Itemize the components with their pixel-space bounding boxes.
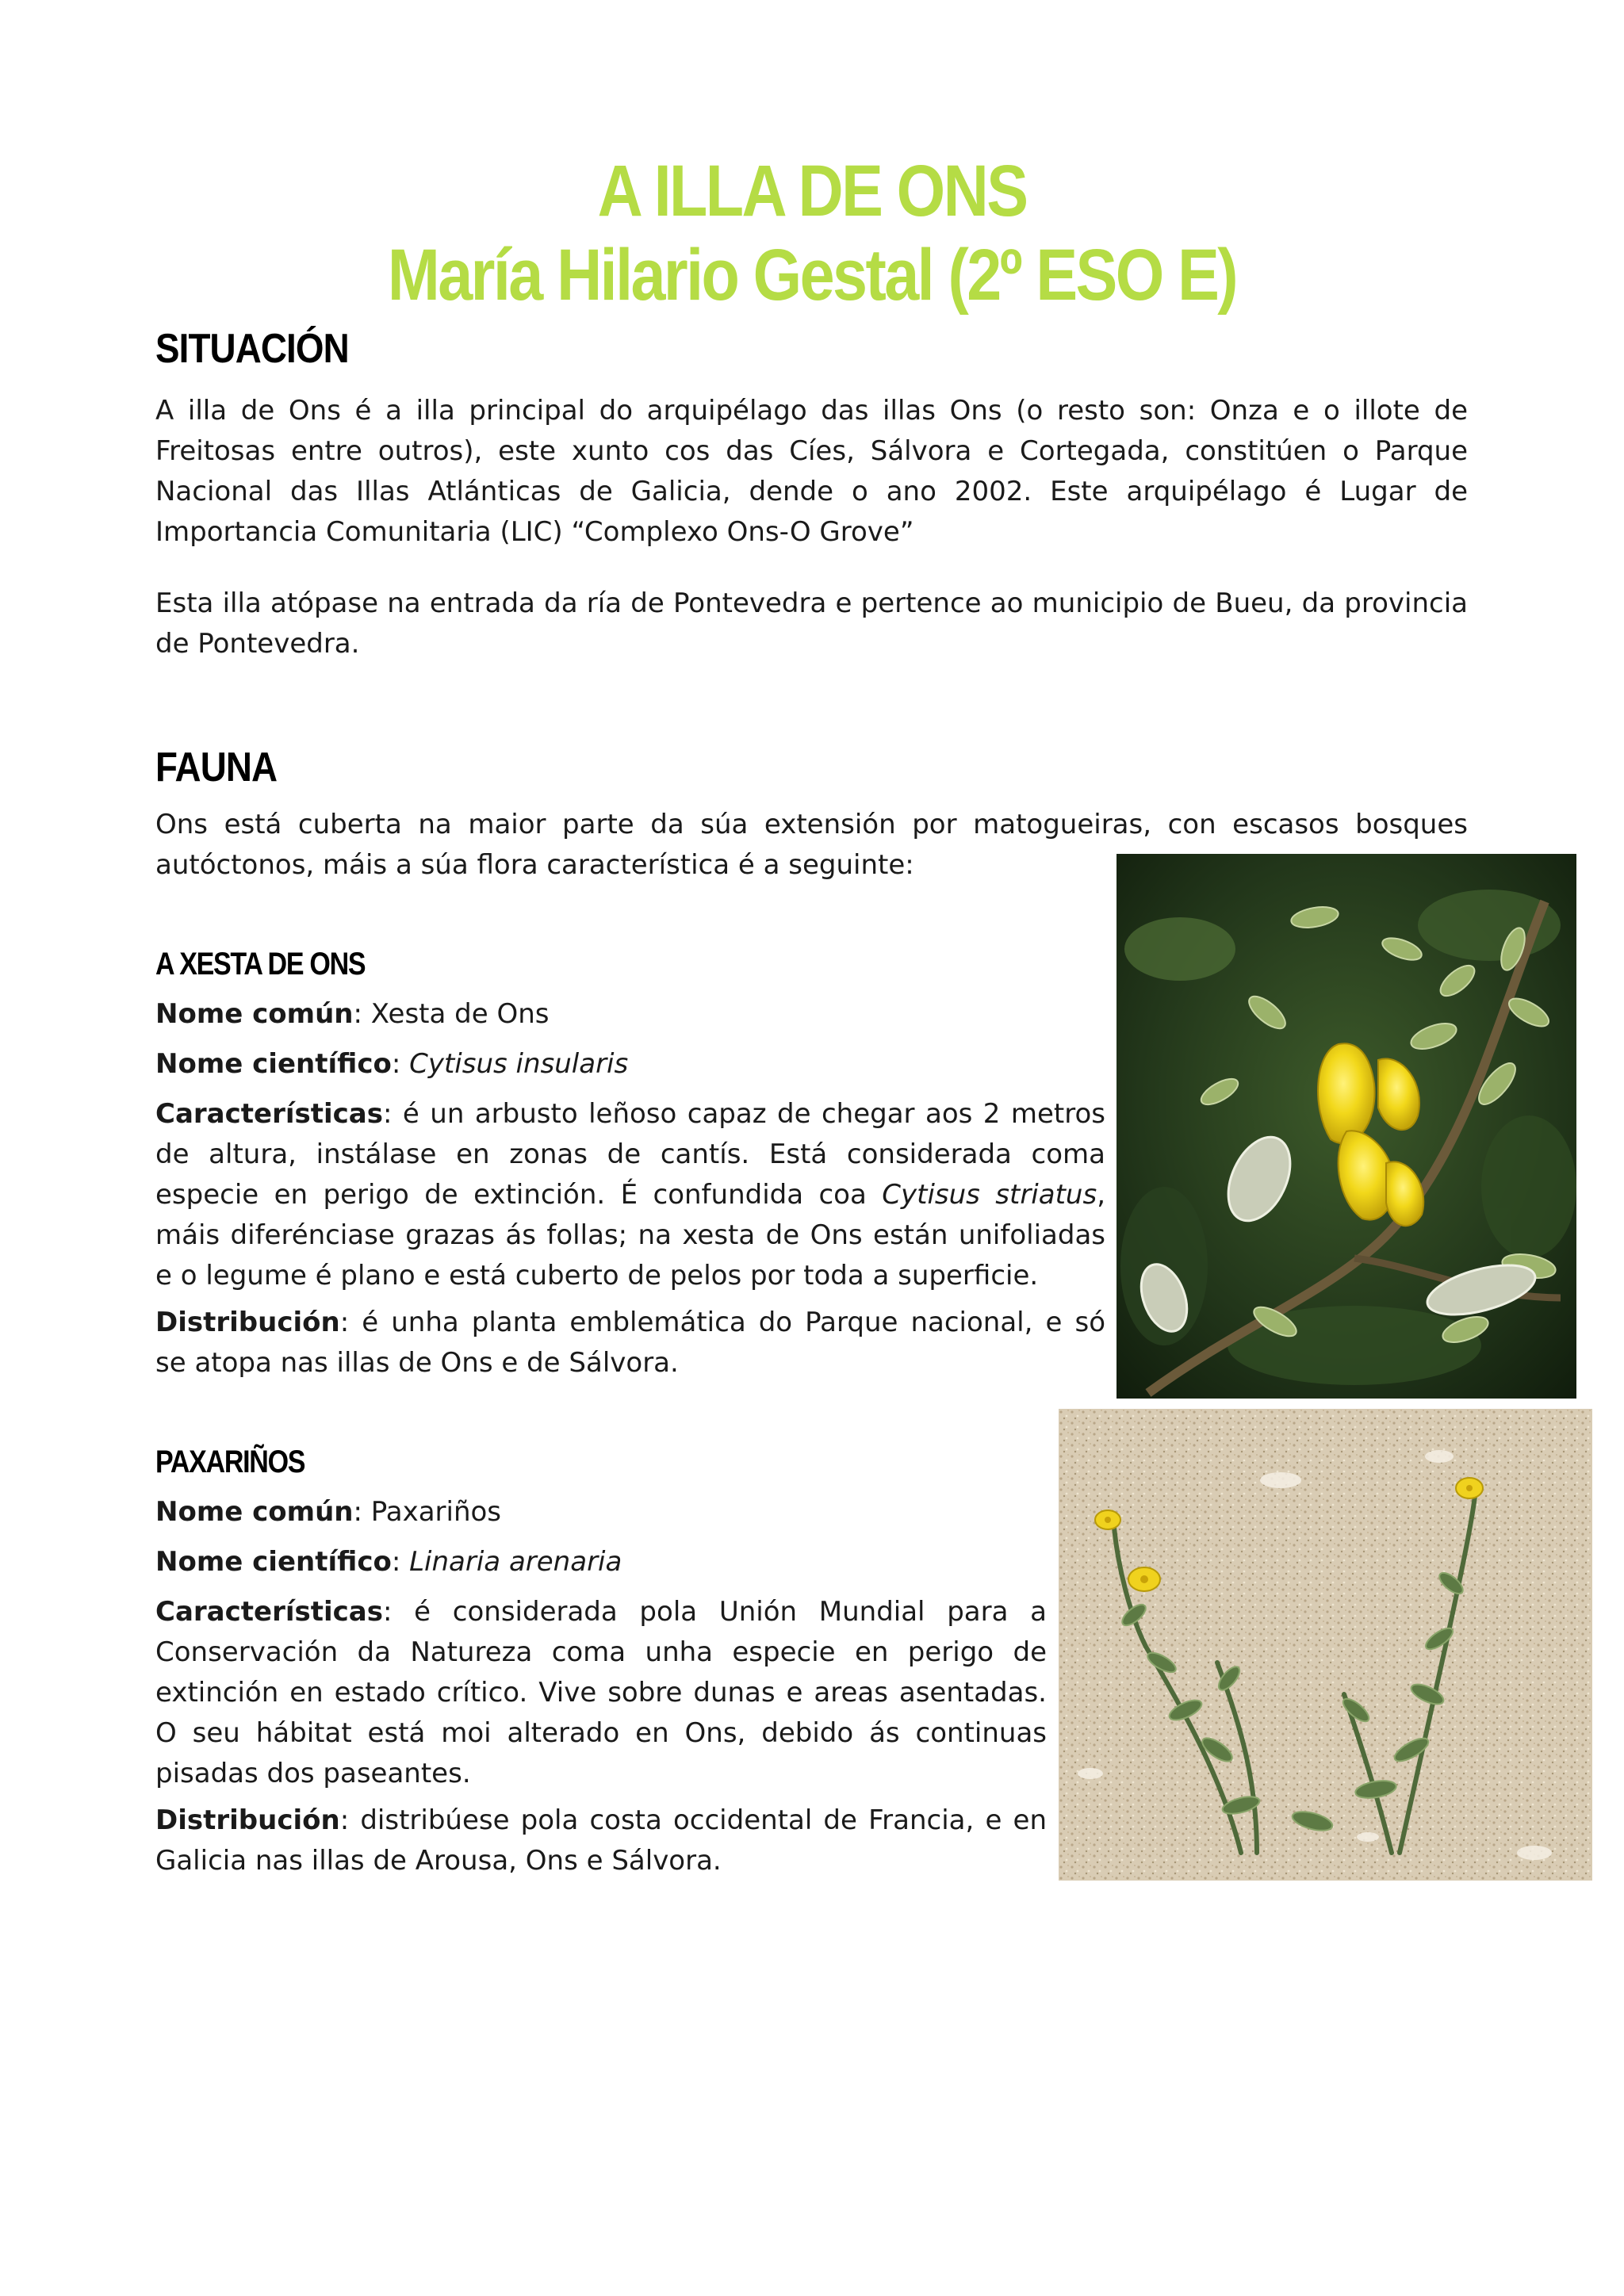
document-author: María Hilario Gestal (2º ESO E): [387, 235, 1237, 316]
characteristics-label: Características: [155, 1596, 383, 1628]
document-title: A ILLA DE ONS: [597, 151, 1027, 232]
xesta-common-name: [155, 994, 1105, 1035]
situacion-paragraph-2: Esta illa atópase na entrada da ría de Pontevedra e pertence ao municipio de Bueu, da provincia de Pontevedra.: [155, 587, 1468, 660]
section-heading-fauna: FAUNA: [155, 744, 278, 790]
paxarinos-photo-image: [1059, 1409, 1592, 1881]
paxarinos-photo: [1059, 1409, 1592, 1881]
common-name-value: : Paxariños: [353, 1496, 502, 1528]
situacion-paragraph-1: A illa de Ons é a illa principal do arquipélago das illas Ons (o resto son: Onza e o illote de Freitosas entre outros), este xunto cos das Cíes, Sálvora e Cortegada, constitúen o Parque Nacional das Illas Atlánticas de Galicia, dende o ano 2002. Este arquipélago é Lugar de Importancia Comunitaria (LIC) “Complexo Ons-O Grove”: [155, 395, 1468, 548]
species-heading-xesta: A XESTA DE ONS: [155, 947, 366, 982]
scientific-name-separator: :: [391, 1048, 410, 1080]
common-name-label: Nome común: [155, 998, 354, 1030]
characteristics-italic-species: Cytisus striatus: [882, 1179, 1097, 1211]
xesta-photo: [1116, 854, 1576, 1399]
distribution-label: Distribución: [155, 1307, 340, 1338]
scientific-name-value: Linaria arenaria: [409, 1546, 622, 1578]
scientific-name-value: Cytisus insularis: [409, 1048, 629, 1080]
xesta-photo-image: [1116, 854, 1576, 1399]
species-heading-paxarinos: PAXARIÑOS: [155, 1445, 305, 1479]
distribution-text: : é unha planta emblemática do Parque nacional, e só se atopa nas illas de Ons e de Sálvora.: [155, 1307, 1105, 1379]
xesta-distribution: [155, 1303, 1105, 1383]
paxarinos-characteristics: [155, 1592, 1047, 1794]
common-name-value: : Xesta de Ons: [353, 998, 550, 1030]
xesta-characteristics: [155, 1094, 1105, 1296]
xesta-scientific-name: [155, 1044, 1105, 1085]
distribution-text: : distribúese pola costa occidental de Francia, e en Galicia nas illas de Arousa, Ons e Sálvora.: [155, 1804, 1047, 1877]
characteristics-text: : é considerada pola Unión Mundial para a Conservación da Natureza coma unha especie en perigo de extinción en estado crítico. Vive sobre dunas e areas asentadas. O seu hábitat está moi alterado en Ons, debido ás continuas pisadas dos paseantes.: [155, 1596, 1047, 1789]
characteristics-label: Características: [155, 1098, 383, 1130]
fauna-intro-paragraph: Ons está cuberta na maior parte da súa extensión por matogueiras, con escasos bosques autóctonos, máis a súa flora característica é a seguinte:: [155, 809, 1468, 881]
paxarinos-scientific-name: [155, 1542, 1047, 1582]
scientific-name-label: Nome científico: [155, 1546, 392, 1578]
scientific-name-separator: :: [391, 1546, 410, 1578]
scientific-name-label: Nome científico: [155, 1048, 392, 1080]
paxarinos-common-name: [155, 1492, 1047, 1533]
characteristics-text-a: : é un arbusto leñoso capaz de chegar aos 2 metros de altura, instálase en zonas de cantís. Está considerada coma especie en perigo de extinción. É confundida coa: [155, 1098, 1105, 1211]
characteristics-text-b: , máis diferénciase grazas ás follas; na xesta de Ons están unifoliadas e o legume é plano e está cuberto de pelos por toda a superficie.: [155, 1179, 1105, 1292]
distribution-label: Distribución: [155, 1804, 340, 1836]
paxarinos-distribution: [155, 1800, 1047, 1881]
section-heading-situacion: SITUACIÓN: [155, 326, 349, 372]
common-name-label: Nome común: [155, 1496, 354, 1528]
